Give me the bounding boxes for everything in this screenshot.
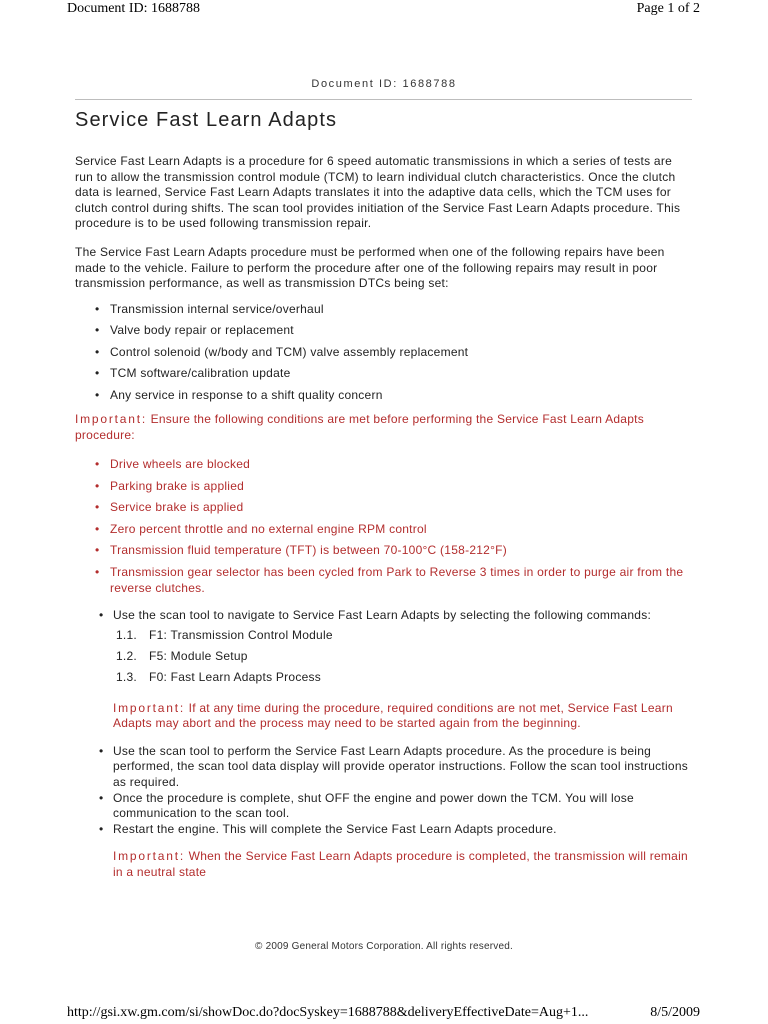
header-page-number: Page 1 of 2 (636, 1, 700, 16)
important-text: Ensure the following conditions are met before performing the Service Fast Learn Adapts procedure: (75, 412, 644, 442)
list-item: • Control solenoid (w/body and TCM) valve assembly replacement (75, 345, 692, 367)
list-item: • Any service in response to a shift quality concern (75, 388, 692, 410)
step-item: • Use the scan tool to perform the Service Fast Learn Adapts procedure. As the procedure is being performed, the scan tool data display will provide operator instructions. Follow the scan tool instructions as required. (75, 744, 692, 791)
list-item: • Service brake is applied (75, 500, 692, 522)
important-note-completed (113, 849, 692, 880)
document-id-label: Document ID: 1688788 (311, 78, 457, 90)
step-item: • Restart the engine. This will complete the Service Fast Learn Adapts procedure. (75, 822, 692, 838)
print-header (0, 0, 768, 24)
substep-text: F1: Transmission Control Module (149, 627, 333, 642)
footer-date: 8/5/2009 (650, 1005, 700, 1020)
important-label: Important: (113, 849, 186, 864)
print-footer (0, 1005, 768, 1024)
header-document-id: Document ID: 1688788 (67, 1, 200, 16)
list-item: • Drive wheels are blocked (75, 457, 692, 479)
conditions-list (75, 457, 692, 601)
list-item: • Parking brake is applied (75, 479, 692, 501)
important-note-conditions (75, 412, 692, 443)
substep-item (113, 628, 692, 649)
important-label: Important: (75, 412, 148, 427)
substeps-list (113, 628, 692, 691)
substep-item (113, 649, 692, 670)
substep-text: F5: Module Setup (149, 648, 248, 663)
procedure-steps (75, 608, 692, 691)
procedure-steps-continued (75, 744, 692, 838)
substep-item (113, 670, 692, 691)
list-item: • Transmission fluid temperature (TFT) is between 70-100°C (158-212°F) (75, 543, 692, 565)
list-item: • Zero percent throttle and no external engine RPM control (75, 522, 692, 544)
list-item: • TCM software/calibration update (75, 366, 692, 388)
step-item (75, 608, 692, 691)
footer-url: http://gsi.xw.gm.com/si/showDoc.do?docSyskey=1688788&deliveryEffectiveDate=Aug+1... (67, 1005, 589, 1020)
important-label: Important: (113, 700, 186, 715)
document-body (75, 154, 692, 880)
list-item: • Transmission internal service/overhaul (75, 302, 692, 324)
intro-paragraph: Service Fast Learn Adapts is a procedure for 6 speed automatic transmissions in which a series of tests are run to allow the transmission control module (TCM) to learn individual clutch characteristics. Once the clutch data is learned, Service Fast Learn Adapts translates it into the adaptive data cells, which the TCM uses for clutch control during shifts. The scan tool provides initiation of the Service Fast Learn Adapts procedure. This procedure is to be used following transmission repair. (75, 154, 681, 231)
page-title: Service Fast Learn Adapts (75, 109, 338, 131)
step-text: Use the scan tool to navigate to Service Fast Learn Adapts by selecting the following commands: (113, 607, 652, 622)
substep-text: F0: Fast Learn Adapts Process (149, 669, 321, 684)
repairs-list (75, 302, 692, 410)
repairs-paragraph: The Service Fast Learn Adapts procedure must be performed when one of the following repairs have been made to the vehicle. Failure to perform the procedure after one of the following repairs may result in poor transmission performance, as well as transmission DTCs being set: (75, 244, 665, 291)
title-divider (75, 99, 692, 100)
copyright-notice: © 2009 General Motors Corporation. All rights reserved. (255, 941, 513, 952)
list-item: • Transmission gear selector has been cycled from Park to Reverse 3 times in order to purge air from the reverse clutches. (75, 565, 692, 601)
substep-number: 1.1. (116, 627, 138, 642)
important-text: If at any time during the procedure, required conditions are not met, Service Fast Learn Adapts may abort and the process may need to be started again from the beginning. (113, 700, 673, 731)
important-text: When the Service Fast Learn Adapts procedure is completed, the transmission will remain in a neutral state (113, 849, 688, 879)
substep-number: 1.2. (116, 648, 138, 663)
list-item: • Valve body repair or replacement (75, 323, 692, 345)
important-note-abort (113, 701, 692, 732)
step-item: • Once the procedure is complete, shut OFF the engine and power down the TCM. You will lose communication to the scan tool. (75, 791, 692, 822)
substep-number: 1.3. (116, 669, 138, 684)
